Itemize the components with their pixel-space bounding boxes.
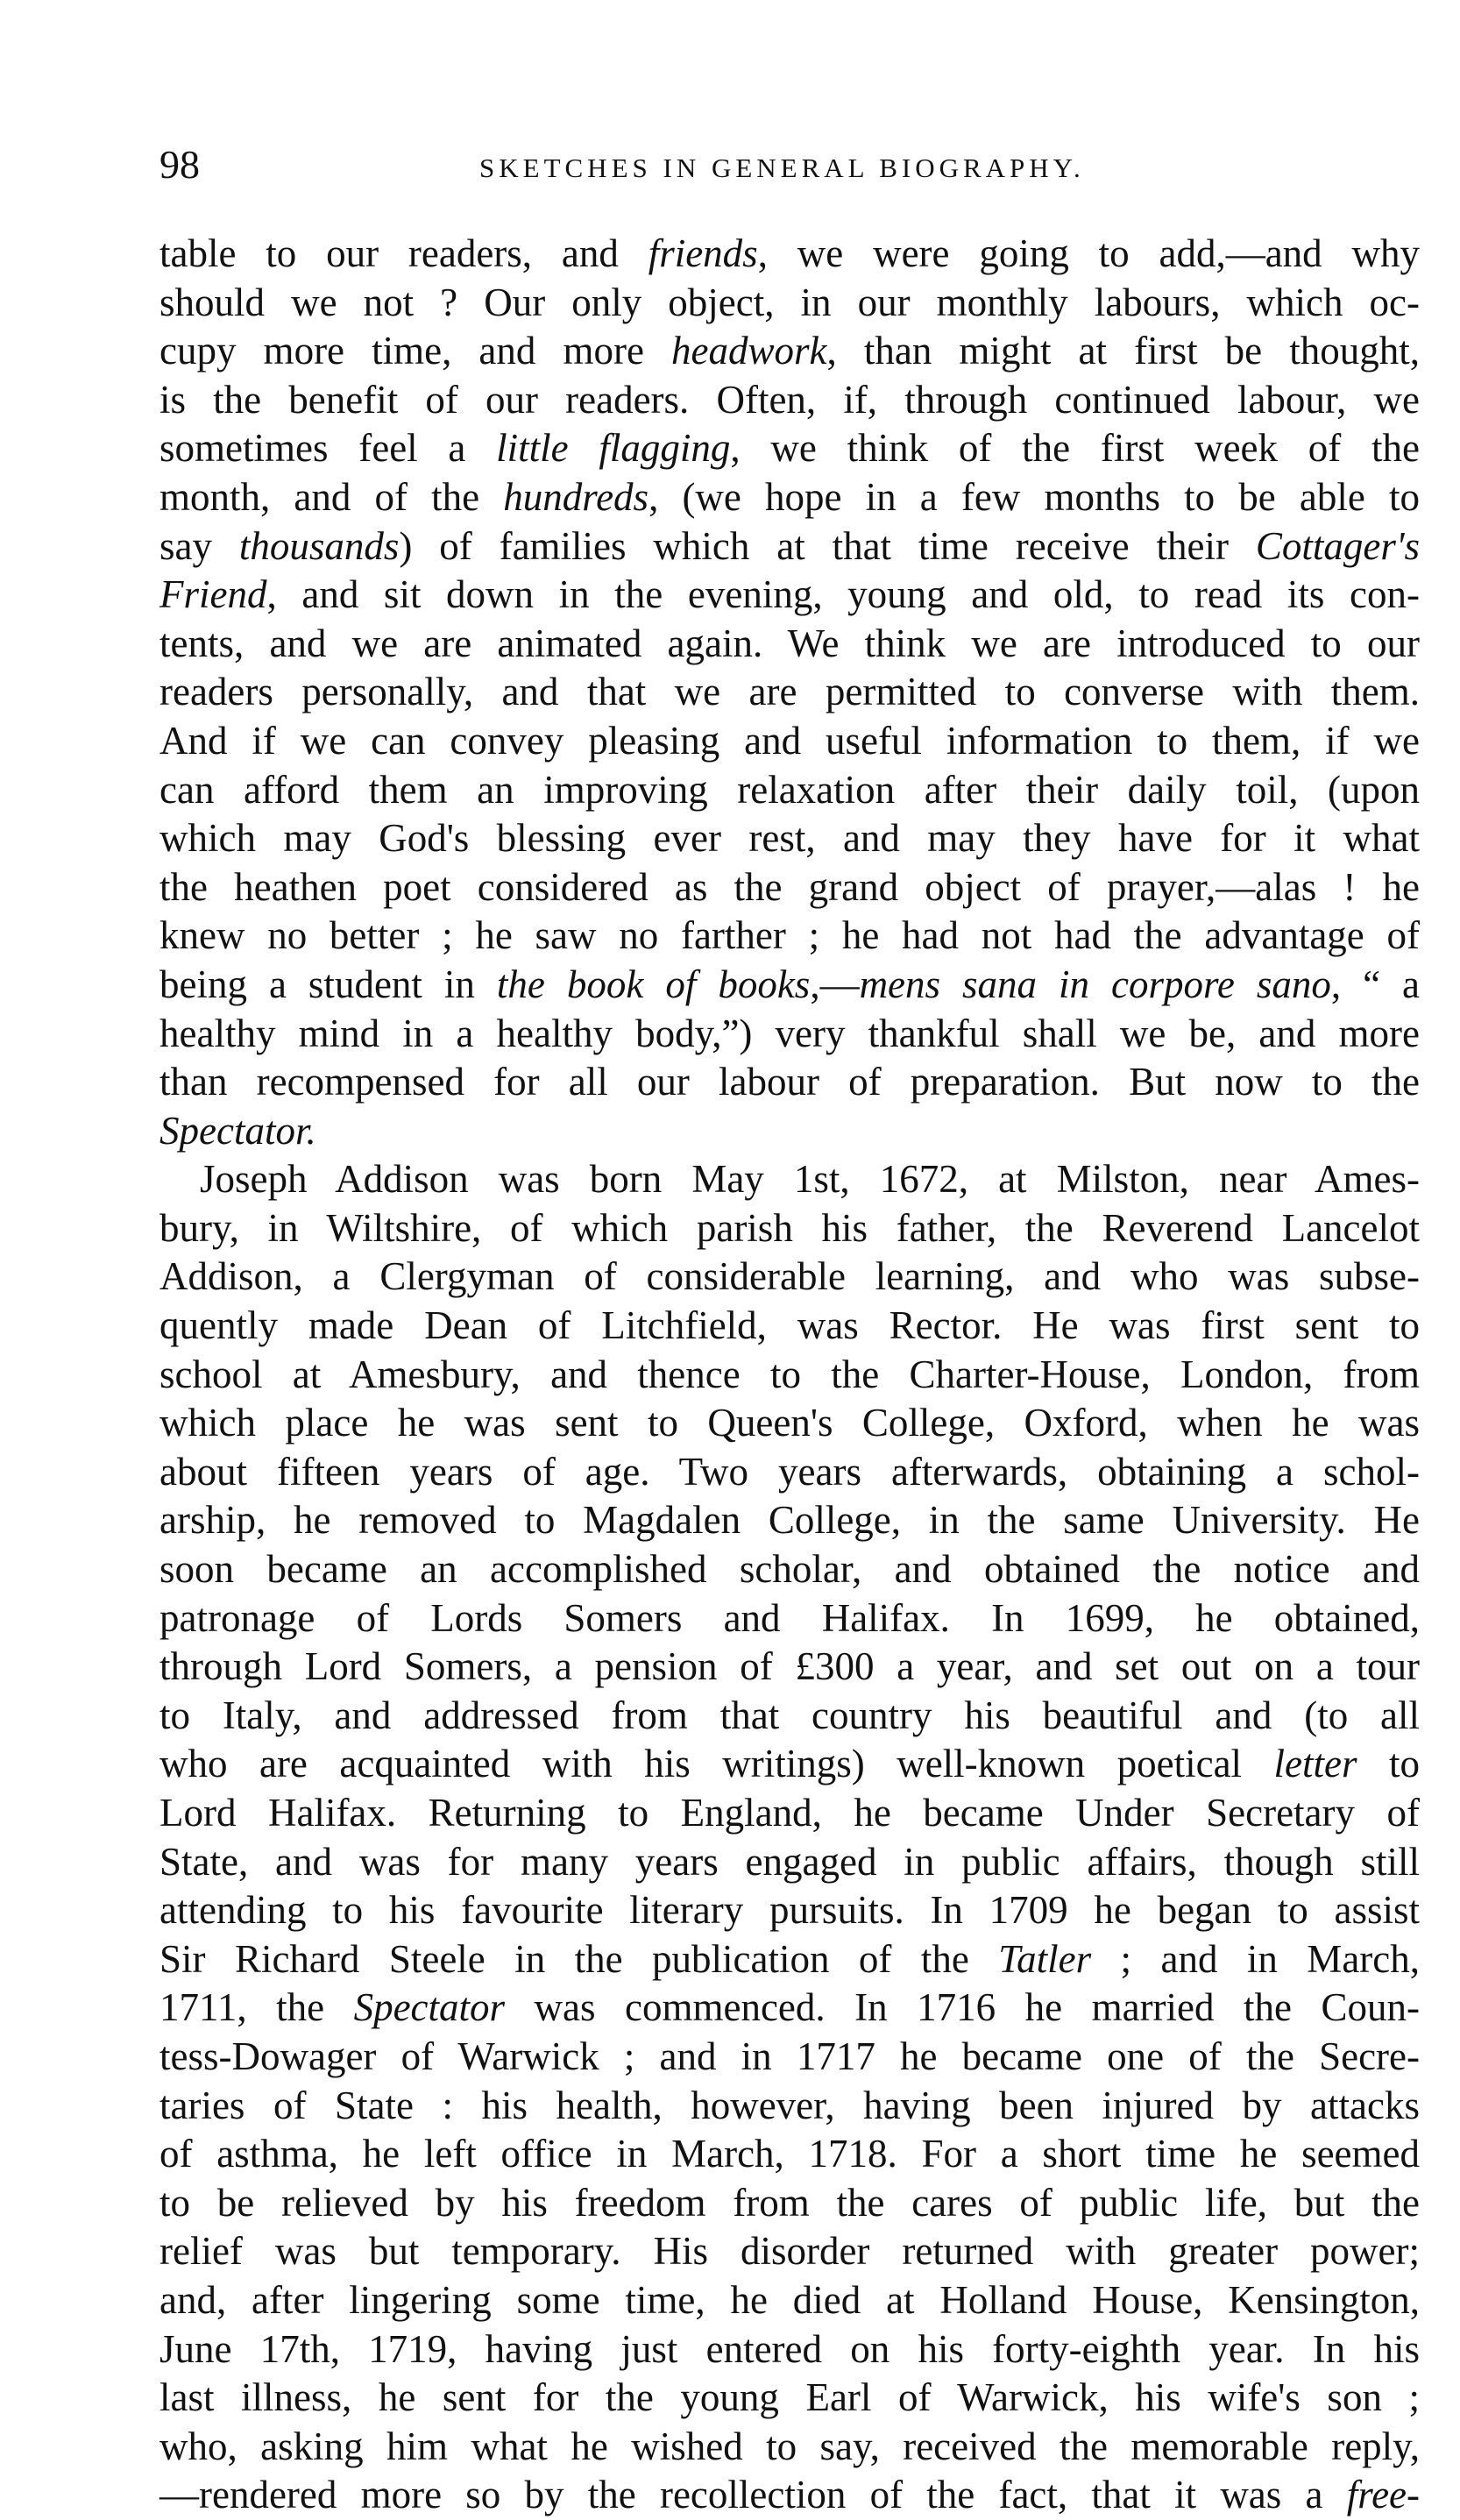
text-line: the heathen poet considered as the grand object of prayer,—alas ! he	[159, 864, 1420, 909]
text-line: who are acquainted with his writings) well-known poetical letter to	[159, 1742, 1420, 1786]
text-line: Addison, a Clergyman of considerable learning, and who was subse-	[159, 1254, 1420, 1299]
text-line: arship, he removed to Magdalen College, in the same University. He	[159, 1498, 1420, 1543]
text-line: which place he was sent to Queen's College, Oxford, when he was	[159, 1401, 1420, 1445]
text-line: 1711, the Spectator was commenced. In 1716 he married the Coun-	[159, 1985, 1420, 2030]
text-line: sometimes feel a little flagging, we think of the first week of the	[159, 426, 1420, 471]
text-line: to be relieved by his freedom from the cares of public life, but the	[159, 2180, 1420, 2225]
italic-text: Cottager's	[1255, 523, 1420, 568]
italic-text: Tatler	[998, 1936, 1092, 1981]
text-line: cupy more time, and more headwork, than might at first be thought,	[159, 329, 1420, 373]
text-line: healthy mind in a healthy body,”) very thankful shall we be, and more	[159, 1011, 1420, 1055]
text-line: to Italy, and addressed from that country his beautiful and (to all	[159, 1693, 1420, 1737]
text-line: —rendered more so by the recollection of the fact, that it was a free-	[159, 2473, 1420, 2517]
page-number: 98	[159, 142, 200, 187]
text-line: and, after lingering some time, he died at Holland House, Kensington,	[159, 2277, 1420, 2322]
text-line: month, and of the hundreds, (we hope in a few months to be able to	[159, 474, 1420, 519]
italic-text: free-	[1346, 2473, 1420, 2517]
text-line: can afford them an improving relaxation after their daily toil, (upon	[159, 767, 1420, 812]
text-line: tents, and we are animated again. We think we are introduced to our	[159, 621, 1420, 665]
text-line: than recompensed for all our labour of preparation. But now to the	[159, 1060, 1420, 1104]
text-line: should we not ? Our only object, in our monthly labours, which oc-	[159, 280, 1420, 324]
italic-text: thousands	[238, 523, 400, 568]
text-line: readers personally, and that we are permitted to converse with them.	[159, 670, 1420, 714]
text-line: is the benefit of our readers. Often, if, through continued labour, we	[159, 377, 1420, 422]
text-line: say thousands) of families which at that time receive their Cottager's	[159, 523, 1420, 568]
italic-text: letter	[1273, 1742, 1357, 1786]
text-line: bury, in Wiltshire, of which parish his father, the Reverend Lancelot	[159, 1205, 1420, 1250]
body-text	[159, 230, 1420, 2520]
italic-text: mens sana in corpore sano	[859, 962, 1331, 1006]
page-header	[159, 138, 1421, 191]
text-line: tess-Dowager of Warwick ; and in 1717 he became one of the Secre-	[159, 2034, 1420, 2078]
italic-text: Spectator	[353, 1985, 506, 2030]
text-line: Friend, and sit down in the evening, young and old, to read its con-	[159, 572, 1420, 617]
text-line: last illness, he sent for the young Earl of Warwick, his wife's son ;	[159, 2375, 1420, 2420]
text-line: patronage of Lords Somers and Halifax. In 1699, he obtained,	[159, 1595, 1420, 1640]
italic-text: the book of books	[496, 962, 811, 1006]
text-line: knew no better ; he saw no farther ; he had not had the advantage of	[159, 913, 1420, 958]
text-line: Joseph Addison was born May 1st, 1672, at Milston, near Ames-	[200, 1157, 1420, 1202]
italic-text: friends	[648, 231, 758, 275]
text-line: And if we can convey pleasing and useful information to them, if we	[159, 718, 1420, 763]
text-line: taries of State : his health, however, having been injured by attacks	[159, 2083, 1420, 2127]
italic-text: headwork	[671, 329, 827, 373]
running-head: SKETCHES IN GENERAL BIOGRAPHY.	[479, 153, 1085, 183]
text-line: June 17th, 1719, having just entered on his forty-eighth year. In his	[159, 2326, 1420, 2371]
text-line: which may God's blessing ever rest, and may they have for it what	[159, 816, 1420, 861]
text-line: school at Amesbury, and thence to the Charter-House, London, from	[159, 1352, 1420, 1396]
text-line: who, asking him what he wished to say, received the memorable reply,	[159, 2424, 1420, 2468]
text-line: relief was but temporary. His disorder returned with greater power;	[159, 2229, 1420, 2274]
text-line: attending to his favourite literary pursuits. In 1709 he began to assist	[159, 1888, 1420, 1933]
text-line: Lord Halifax. Returning to England, he became Under Secretary of	[159, 1791, 1420, 1835]
text-line: table to our readers, and friends, we were going to add,—and why	[159, 231, 1420, 275]
text-line: being a student in the book of books,—mens sana in corpore sano, “ a	[159, 962, 1421, 1006]
text-line: through Lord Somers, a pension of £300 a year, and set out on a tour	[159, 1644, 1420, 1689]
text-line: about fifteen years of age. Two years afterwards, obtaining a schol-	[159, 1449, 1420, 1494]
text-line: soon became an accomplished scholar, and obtained the notice and	[159, 1547, 1420, 1592]
italic-text: hundreds	[503, 474, 649, 519]
text-line: State, and was for many years engaged in public affairs, though still	[159, 1839, 1420, 1884]
text-line: quently made Dean of Litchfield, was Rector. He was first sent to	[159, 1303, 1420, 1348]
italic-text: little flagging	[496, 426, 731, 471]
italic-text: Friend	[159, 572, 267, 617]
text-line: of asthma, he left office in March, 1718. For a short time he seemed	[159, 2132, 1420, 2176]
italic-text: Spectator.	[159, 1108, 316, 1153]
text-line	[159, 1107, 1420, 1156]
text-line: Sir Richard Steele in the publication of the Tatler ; and in March,	[159, 1936, 1421, 1981]
